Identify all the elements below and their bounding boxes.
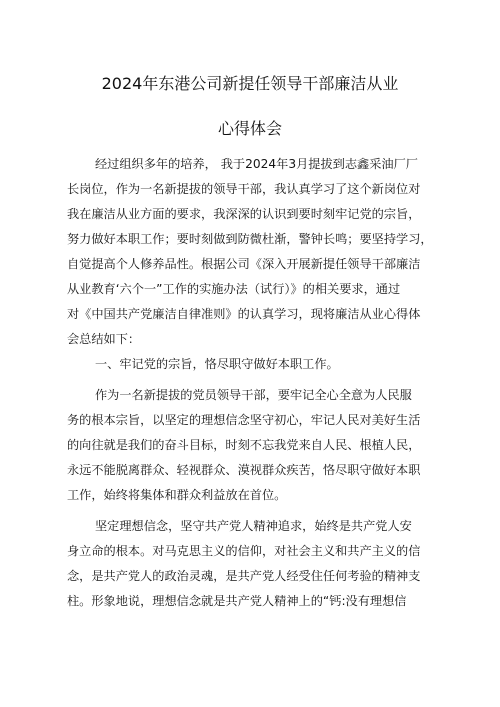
paragraph-2-line-5: 工作，始终将集体和群众利益放在首位。: [67, 488, 287, 502]
paragraph-1-line-7: 对《中国共产党廉洁自律准则》的认真学习，现将廉洁从业心得体: [67, 307, 421, 321]
document-title-line-1: 2024年东港公司新提任领导干部廉洁从业: [101, 74, 399, 93]
paragraph-1-line-1: 经过组织多年的培养， 我于2024年3月提拔到志鑫采油厂厂: [95, 157, 418, 171]
paragraph-2-line-2: 务的根本宗旨，以坚定的理想信念坚守初心，牢记人民对美好生活: [67, 413, 421, 427]
paragraph-3-line-3: 念，是共产党人的政治灵魂，是共产党人经受住任何考验的精神支: [67, 569, 421, 583]
paragraph-2-line-1: 作为一名新提拔的党员领导干部，要牢记全心全意为人民服: [95, 388, 412, 402]
paragraph-1-line-5: 自觉提高个人修养品性。根据公司《深入开展新提任领导干部廉洁: [67, 257, 421, 271]
paragraph-1-line-3: 我在廉洁从业方面的要求，我深深的认识到要时刻牢记党的宗旨，: [67, 207, 421, 221]
paragraph-1-line-6: 从业教育‘六个一”工作的实施办法（试行）》的相关要求，通过: [67, 282, 401, 296]
paragraph-1-line-8: 会总结如下：: [67, 332, 141, 346]
paragraph-3-line-4: 柱。形象地说，理想信念就是共产党人精神上的“钙:没有理想信: [67, 594, 407, 608]
paragraph-2-line-3: 的向往就是我们的奋斗目标，时刻不忘我党来自人民、根植人民，: [67, 438, 421, 452]
paragraph-1-line-2: 长岗位，作为一名新提拔的领导干部，我认真学习了这个新岗位对: [67, 182, 421, 196]
document-title-line-2: 心得体会: [217, 119, 282, 138]
section-heading-1: 一、牢记党的宗旨，恪尽职守做好本职工作。: [95, 357, 339, 371]
paragraph-1-line-4: 努力做好本职工作；要时刻做到防微杜渐，警钟长鸣；要坚持学习，: [67, 232, 433, 246]
paragraph-3-line-1: 坚定理想信念，坚守共产党人精神追求，始终是共产党人安: [95, 519, 412, 533]
document-body: [67, 152, 433, 614]
paragraph-3-line-2: 身立命的根本。对马克思主义的信仰，对社会主义和共产主义的信: [67, 544, 421, 558]
paragraph-2-line-4: 永远不能脱离群众、轻视群众、漠视群众疾苦，恪尽职守做好本职: [67, 463, 421, 477]
